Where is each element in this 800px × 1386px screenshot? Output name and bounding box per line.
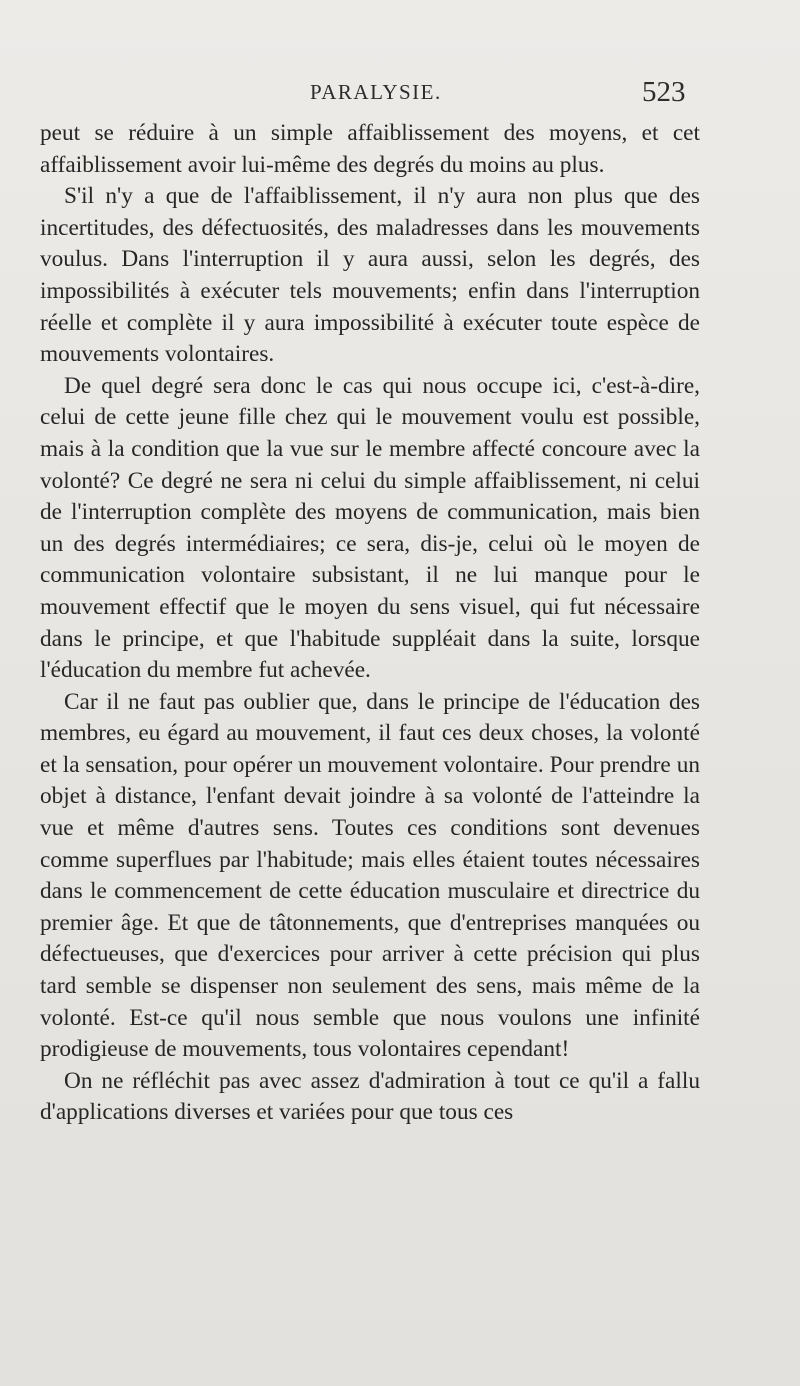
paragraph-degre: De quel degré sera donc le cas qui nous occupe ici, c'est-à-dire, celui de cette jeune fille chez qui le mouvement voulu est possible, mais à la condition que la vue sur le membre affecté concoure avec la volonté? Ce degré ne sera ni celui du simple affaiblissement, ni celui de l'interruption complète des moyens de communication, mais bien un des degrés intermédiaires; ce sera, dis-je, celui où le moyen de communication volontaire subsistant, il ne lui manque pour le mouvement effectif que le moyen du sens visuel, qui fut nécessaire dans le principe, et que l'habitude suppléait dans la suite, lorsque l'éducation du membre fut achevée. bbox=[40, 372, 700, 684]
body-text bbox=[40, 118, 700, 1129]
paragraph-education: Car il ne faut pas oublier que, dans le principe de l'éducation des membres, eu égard au mouvement, il faut ces deux choses, la volonté et la sensation, pour opérer un mouvement volontaire. Pour prendre un objet à distance, l'enfant devait joindre à sa volonté de l'atteindre la vue et même d'autres sens. Toutes ces conditions sont devenues comme superflues par l'habitude; mais elles étaient toutes nécessaires dans le commencement de cette éducation musculaire et directrice du premier âge. Et que de tâtonnements, que d'entreprises manquées ou défectueuses, que d'exercices pour arriver à cette précision qui plus tard semble se dispenser non seulement des sens, mais même de la volonté. Est-ce qu'il nous semble que nous voulons une infinité prodigieuse de mouvements, tous volontaires cependant! bbox=[40, 688, 700, 1063]
paragraph-admiration: On ne réfléchit pas avec assez d'admiration à tout ce qu'il a fallu d'applications diverses et variées pour que tous ces bbox=[40, 1067, 700, 1126]
running-title: PARALYSIE. bbox=[310, 80, 442, 104]
paragraph-continuation: peut se réduire à un simple affaiblissement des moyens, et cet affaiblissement avoir lui-même des degrés du moins au plus. bbox=[40, 120, 700, 178]
page-number: 523 bbox=[642, 76, 686, 108]
paragraph-affaiblissement: S'il n'y a que de l'affaiblissement, il n'y aura non plus que des incertitudes, des défectuosités, des maladresses dans les mouvements voulus. Dans l'interruption il y aura aussi, selon les degrés, des impossibilités à exécuter tels mouvements; enfin dans l'interruption réelle et complète il y aura impossibilité à exécuter toute espèce de mouvements volontaires. bbox=[40, 183, 700, 368]
page-header bbox=[0, 76, 800, 112]
